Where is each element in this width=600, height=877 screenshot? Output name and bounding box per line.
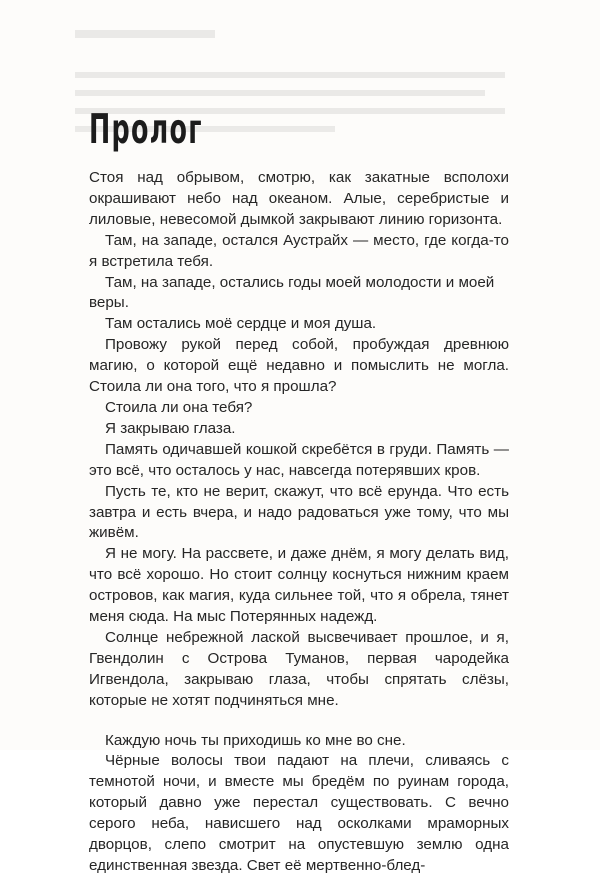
paragraph: Там, на западе, остался Аустрайх — место, где когда-то я встретила тебя. <box>89 231 509 270</box>
chapter-title: Пролог <box>89 105 203 153</box>
paragraph: Я закрываю глаза. <box>105 419 236 437</box>
paragraph: Стоя над обрывом, смотрю, как закатные всполохи окрашивают небо над океаном. Алые, серебристые и лиловые, невесомой дымкой закрывают линию горизонта. <box>89 169 509 228</box>
paragraph: Каждую ночь ты приходишь ко мне во сне. <box>105 731 406 749</box>
paragraph: Солнце небрежной лаской высвечивает прошлое, и я, Гвендолин с Острова Туманов, первая чародейка Игвендола, закрываю глаза, чтобы спрятать слёзы, которые не хотят подчиняться мне. <box>89 628 509 709</box>
paragraph: Провожу рукой перед собой, пробуждая древнюю магию, о которой ещё недавно и помыслить не могла. Стоила ли она того, что я прошла? <box>89 336 509 396</box>
paragraph: Я не могу. На рассвете, и даже днём, я могу делать вид, что всё хорошо. Но стоит солнцу коснуться нижним краем островов, как магия, куда сильнее той, что я обрела, тянет меня сюда. На мыс Потерянных надежд. <box>89 545 509 626</box>
paragraph: Память одичавшей кошкой скребётся в груди. Память — это всё, что осталось у нас, навсегда потерявших кров. <box>89 440 509 479</box>
bleed-text-bar <box>75 72 505 78</box>
bleed-text-bar <box>75 90 485 96</box>
paragraph: Стоила ли она тебя? <box>105 398 253 416</box>
chapter-body <box>89 168 509 877</box>
paragraph: Пусть те, кто не верит, скажут, что всё ерунда. Что есть завтра и есть вчера, и надо радоваться уже тому, что мы живём. <box>89 482 509 542</box>
paragraph: Там, на западе, остались годы моей молодости и моей веры. <box>89 273 495 312</box>
paragraph: Чёрные волосы твои падают на плечи, сливаясь с темнотой ночи, и вместе мы бредём по руинам города, который давно уже перестал существовать. С вечно серого неба, нависшего над осколками мраморных дворцов, слепо смотрит на опустевшую землю одна единственная звезда. Свет её мертвенно-блед- <box>89 752 509 874</box>
bleed-header-bar <box>75 30 215 38</box>
paragraph: Там остались моё сердце и моя душа. <box>105 315 377 333</box>
